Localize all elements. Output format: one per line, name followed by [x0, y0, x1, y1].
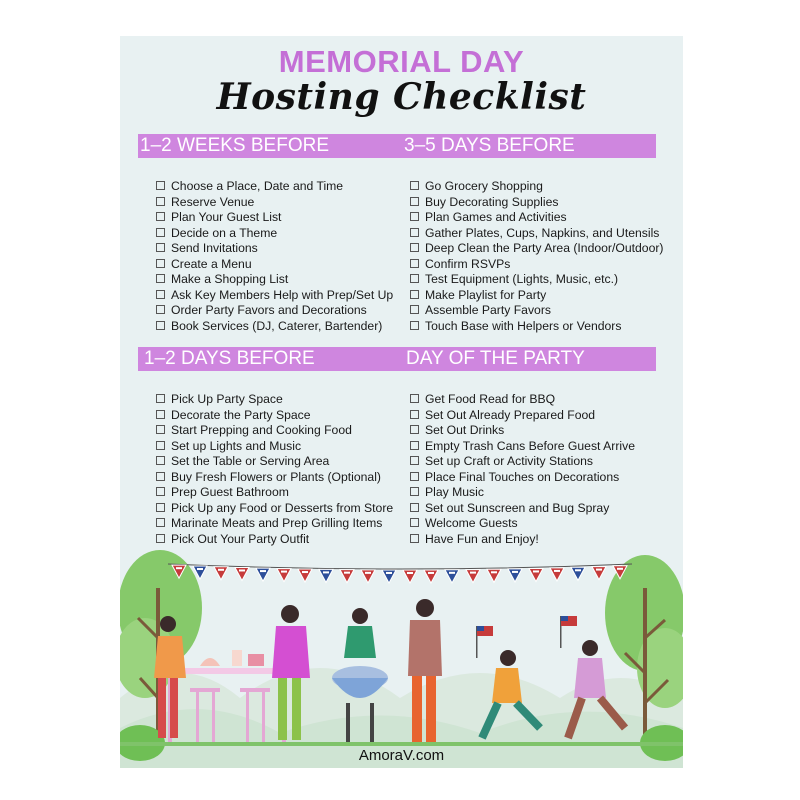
checkbox[interactable] [410, 441, 419, 450]
checklist-days-before [410, 179, 663, 334]
bunting-flag [298, 569, 312, 582]
checkbox[interactable] [410, 472, 419, 481]
checklist-item-label: Place Final Touches on Decorations [425, 469, 620, 484]
checklist-item-label: Gather Plates, Cups, Napkins, and Utensils [425, 225, 660, 240]
checkbox[interactable] [156, 487, 165, 496]
party-illustration [120, 528, 683, 768]
checkbox[interactable] [156, 290, 165, 299]
checklist-weeks-before [156, 179, 393, 334]
checkbox[interactable] [410, 425, 419, 434]
checklist-item-label: Have Fun and Enjoy! [425, 531, 539, 546]
section-heading-day-before: 1–2 DAYS BEFORE [144, 348, 315, 369]
checklist-item-label: Set up Craft or Activity Stations [425, 454, 593, 468]
bunting-flag [319, 569, 333, 582]
bunting-flag [340, 570, 354, 583]
checklist-item [156, 179, 393, 195]
checkbox[interactable] [156, 518, 165, 527]
checkbox[interactable] [410, 394, 419, 403]
checklist-item [156, 501, 393, 517]
checkbox[interactable] [410, 228, 419, 237]
checklist-item-label: Plan Games and Activities [425, 210, 567, 224]
section-heading-weeks: 1–2 WEEKS BEFORE [140, 135, 330, 156]
checklist-item-label: Prep Guest Bathroom [171, 485, 289, 499]
checklist-item [410, 226, 663, 242]
bunting-flag [571, 567, 585, 580]
bunting-flag [487, 569, 501, 582]
checkbox[interactable] [410, 181, 419, 190]
bunting-flag [403, 570, 417, 583]
checklist-item [410, 485, 635, 501]
checklist-item [156, 392, 393, 408]
checklist-item-label: Set up Lights and Music [171, 438, 302, 453]
checkbox[interactable] [410, 410, 419, 419]
checklist-item-label: Go Grocery Shopping [425, 179, 543, 193]
bunting-flag [277, 569, 291, 582]
checklist-item [410, 392, 635, 408]
checklist-item-label: Welcome Guests [425, 516, 518, 530]
bunting-icon [168, 564, 632, 583]
checklist-item-label: Reserve Venue [171, 194, 255, 209]
checklist-item-label: Ask Key Members Help with Prep/Set Up [171, 287, 394, 302]
checkbox[interactable] [410, 487, 419, 496]
checkbox[interactable] [156, 394, 165, 403]
checkbox[interactable] [156, 472, 165, 481]
checkbox[interactable] [156, 197, 165, 206]
checklist-item [156, 439, 393, 455]
checkbox[interactable] [156, 181, 165, 190]
checklist-item [156, 454, 393, 470]
checkbox[interactable] [156, 212, 165, 221]
checkbox[interactable] [410, 321, 419, 330]
bunting-flag [361, 570, 375, 583]
checkbox[interactable] [156, 228, 165, 237]
checklist-item-label: Marinate Meats and Prep Grilling Items [171, 516, 383, 530]
checklist-item [156, 288, 393, 304]
checklist-item [410, 423, 635, 439]
checklist-item-label: Play Music [425, 485, 484, 499]
page-title: MEMORIAL DAY [278, 44, 525, 79]
section-band-bottom [138, 347, 656, 371]
checklist-item [156, 303, 393, 319]
bunting-flag [235, 567, 249, 580]
checklist-item-label: Empty Trash Cans Before Guest Arrive [425, 438, 635, 453]
checklist-item-label: Pick Out Your Party Outfit [171, 531, 310, 546]
bunting-flag [529, 568, 543, 581]
checklist-item-label: Assemble Party Favors [425, 303, 551, 317]
checklist-item-label: Create a Menu [171, 256, 252, 271]
bunting-flag [382, 570, 396, 583]
bunting-flag [445, 570, 459, 583]
flag-icon [476, 616, 577, 658]
checkbox[interactable] [156, 456, 165, 465]
checklist-item [156, 423, 393, 439]
checkbox[interactable] [410, 518, 419, 527]
checklist-item-label: Pick Up any Food or Desserts from Store [171, 500, 394, 515]
checkbox[interactable] [156, 321, 165, 330]
checkbox[interactable] [156, 243, 165, 252]
checklist-item [156, 226, 393, 242]
bunting-flag [424, 570, 438, 583]
checklist-item-label: Set out Sunscreen and Bug Spray [425, 500, 610, 515]
checklist-item [410, 241, 663, 257]
checklist-item [156, 195, 393, 211]
checklist-item [410, 439, 635, 455]
bunting-flag [214, 567, 228, 580]
checklist-item-label: Set Out Already Prepared Food [425, 407, 596, 422]
checkbox[interactable] [156, 259, 165, 268]
checklist-item [410, 319, 663, 335]
checklist-item-label: Deep Clean the Party Area (Indoor/Outdoor) [425, 241, 664, 255]
checkbox[interactable] [410, 274, 419, 283]
checkbox[interactable] [156, 425, 165, 434]
checklist-item-label: Test Equipment (Lights, Music, etc.) [425, 272, 619, 286]
checklist-item [410, 303, 663, 319]
section-band-top [138, 134, 656, 158]
checkbox[interactable] [156, 441, 165, 450]
checklist-item-label: Touch Base with Helpers or Vendors [425, 318, 622, 333]
checklist-item-label: Set Out Drinks [425, 423, 505, 437]
checkbox[interactable] [410, 197, 419, 206]
checklist-item-label: Choose a Place, Date and Time [171, 179, 344, 193]
checklist-item-label: Buy Fresh Flowers or Plants (Optional) [171, 469, 381, 484]
checklist-item-label: Book Services (DJ, Caterer, Bartender) [171, 318, 383, 333]
checkbox[interactable] [156, 410, 165, 419]
bunting-flag [508, 569, 522, 582]
checklist-item-label: Plan Your Guest List [171, 210, 282, 224]
checklist-item-label: Buy Decorating Supplies [425, 194, 559, 209]
bunting-flag [592, 567, 606, 580]
checklist-item-label: Get Food Read for BBQ [425, 392, 556, 406]
checkbox[interactable] [156, 274, 165, 283]
bunting-flag [256, 568, 270, 581]
checklist-item-label: Order Party Favors and Decorations [171, 303, 367, 317]
checklist-item-label: Make Playlist for Party [425, 287, 547, 302]
checklist-item [410, 408, 635, 424]
checklist-item [156, 210, 393, 226]
checklist-item-label: Pick Up Party Space [171, 392, 283, 406]
checkbox[interactable] [410, 305, 419, 314]
checklist-item [156, 241, 393, 257]
page-subtitle: Hosting Checklist [216, 76, 587, 118]
checklist-item [410, 470, 635, 486]
checklist-item [410, 195, 663, 211]
checklist-item [410, 454, 635, 470]
checklist-day-of-party [410, 392, 635, 547]
checklist-item-label: Start Prepping and Cooking Food [171, 423, 352, 437]
checklist-item-label: Send Invitations [171, 241, 258, 255]
checkbox[interactable] [410, 212, 419, 221]
footer-site: AmoraV.com [358, 747, 445, 764]
checklist-item [156, 408, 393, 424]
checklist-item [410, 288, 663, 304]
checklist-item [410, 210, 663, 226]
section-heading-party-day: DAY OF THE PARTY [406, 348, 585, 369]
checklist-item [410, 501, 635, 517]
checkbox[interactable] [156, 305, 165, 314]
checkbox[interactable] [410, 503, 419, 512]
checkbox[interactable] [156, 503, 165, 512]
checklist-item [156, 272, 393, 288]
checklist-item [410, 179, 663, 195]
checkbox[interactable] [410, 259, 419, 268]
checkbox[interactable] [410, 243, 419, 252]
checklist-item-label: Set the Table or Serving Area [171, 454, 330, 468]
checklist-item-label: Confirm RSVPs [425, 256, 511, 271]
checklist-item [156, 485, 393, 501]
checklist-one-two-days [156, 392, 393, 547]
checkbox[interactable] [410, 456, 419, 465]
checklist-item [156, 319, 393, 335]
checklist-item [410, 257, 663, 273]
checkbox[interactable] [410, 290, 419, 299]
bunting-flag [466, 570, 480, 583]
checklist-page [120, 36, 683, 768]
checklist-item [156, 470, 393, 486]
section-heading-days: 3–5 DAYS BEFORE [404, 135, 575, 156]
bunting-flag [550, 568, 564, 581]
checklist-item-label: Decide on a Theme [171, 225, 278, 240]
checklist-item [156, 257, 393, 273]
checklist-item [410, 272, 663, 288]
checklist-item-label: Decorate the Party Space [171, 407, 311, 422]
checklist-item-label: Make a Shopping List [171, 272, 289, 286]
